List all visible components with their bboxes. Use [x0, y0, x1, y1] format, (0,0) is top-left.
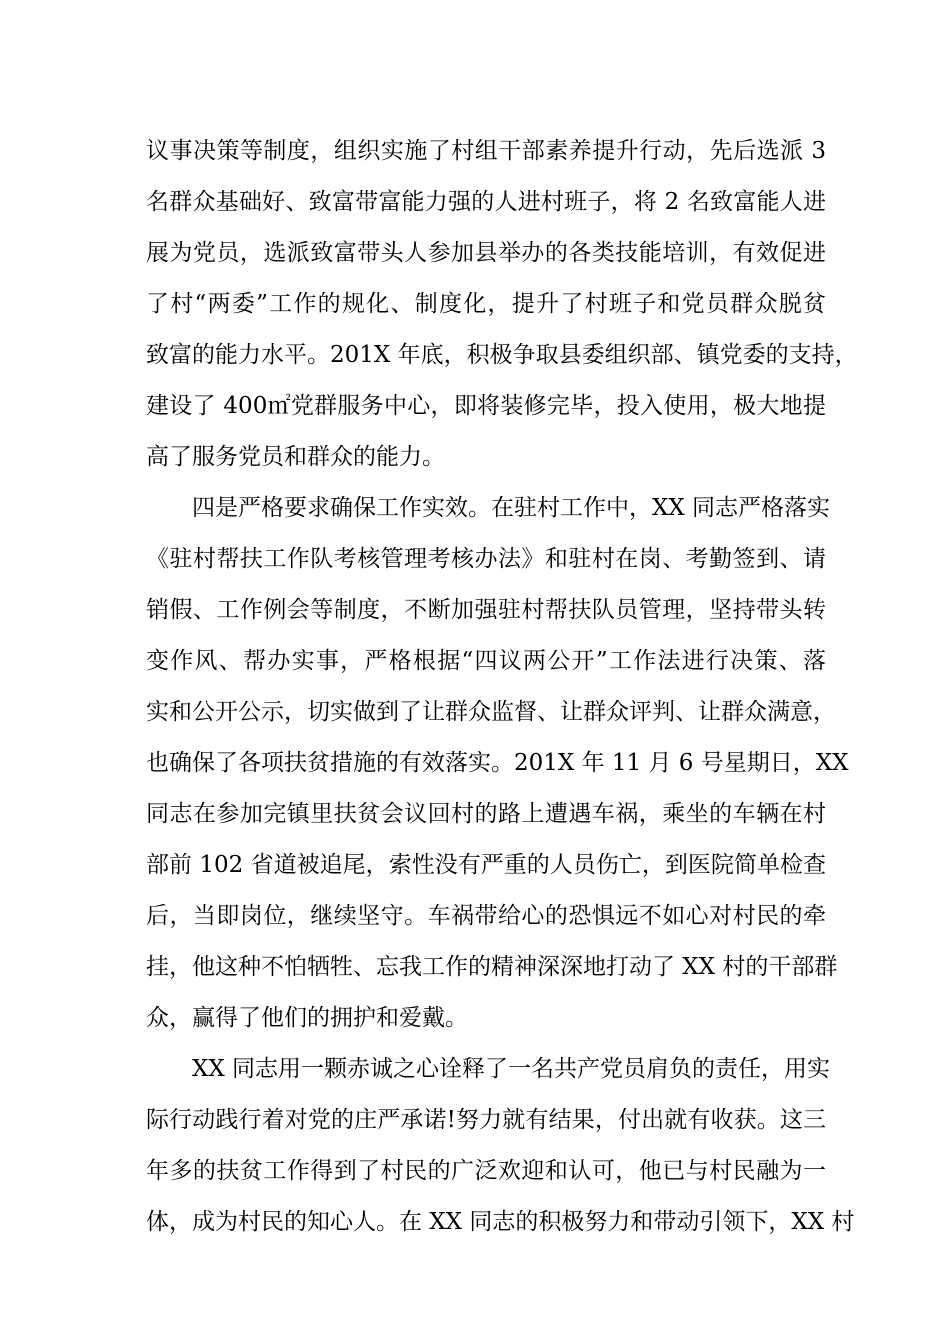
text-line: 也确保了各项扶贫措施的有效落实。201X 年 11 月 6 号星期日，XX: [146, 750, 849, 776]
text-line: 际行动践行着对党的庄严承诺!努力就有结果，付出就有收获。这三: [146, 1107, 826, 1133]
text-line: 同志在参加完镇里扶贫会议回村的路上遭遇车祸，乘坐的车辆在村: [146, 801, 826, 827]
text-line: 部前 102 省道被追尾，索性没有严重的人员伤亡，到医院简单检查: [146, 852, 826, 878]
text-line: 销假、工作例会等制度，不断加强驻村帮扶队员管理，坚持带头转: [146, 597, 826, 623]
paragraph-first-line: 四是严格要求确保工作实效。在驻村工作中，XX 同志严格落实: [192, 495, 831, 521]
text-line: 展为党员，选派致富带头人参加县举办的各类技能培训，有效促进: [146, 240, 826, 266]
text-line: 建设了 400㎡党群服务中心，即将装修完毕，投入使用，极大地提: [146, 393, 826, 419]
text-line: 名群众基础好、致富带富能力强的人进村班子，将 2 名致富能人进: [146, 189, 826, 215]
text-line: 致富的能力水平。201X 年底，积极争取县委组织部、镇党委的支持，: [146, 342, 858, 368]
text-line: 体，成为村民的知心人。在 XX 同志的积极努力和带动引领下，XX 村: [146, 1209, 855, 1235]
paragraph-first-line: XX 同志用一颗赤诚之心诠释了一名共产党员肩负的责任，用实: [192, 1056, 831, 1082]
text-line: 后，当即岗位，继续坚守。车祸带给心的恐惧远不如心对村民的牵: [146, 903, 826, 929]
text-line: 挂，他这种不怕牺牲、忘我工作的精神深深地打动了 XX 村的干部群: [146, 954, 838, 980]
text-line: 议事决策等制度，组织实施了村组干部素养提升行动，先后选派 3: [146, 138, 826, 164]
text-line: 高了服务党员和群众的能力。: [146, 444, 445, 470]
text-line: 实和公开公示，切实做到了让群众监督、让群众评判、让群众满意，: [146, 699, 836, 725]
text-line: 变作风、帮办实事，严格根据“四议两公开”工作法进行决策、落: [146, 648, 826, 674]
body-text: [146, 126, 858, 1248]
text-line: 《驻村帮扶工作队考核管理考核办法》和驻村在岗、考勤签到、请: [146, 546, 826, 572]
text-line: 年多的扶贫工作得到了村民的广泛欢迎和认可，他已与村民融为一: [146, 1158, 826, 1184]
text-line: 众，赢得了他们的拥护和爱戴。: [146, 1005, 468, 1031]
text-line: 了村“两委”工作的规化、制度化，提升了村班子和党员群众脱贫: [146, 291, 826, 317]
